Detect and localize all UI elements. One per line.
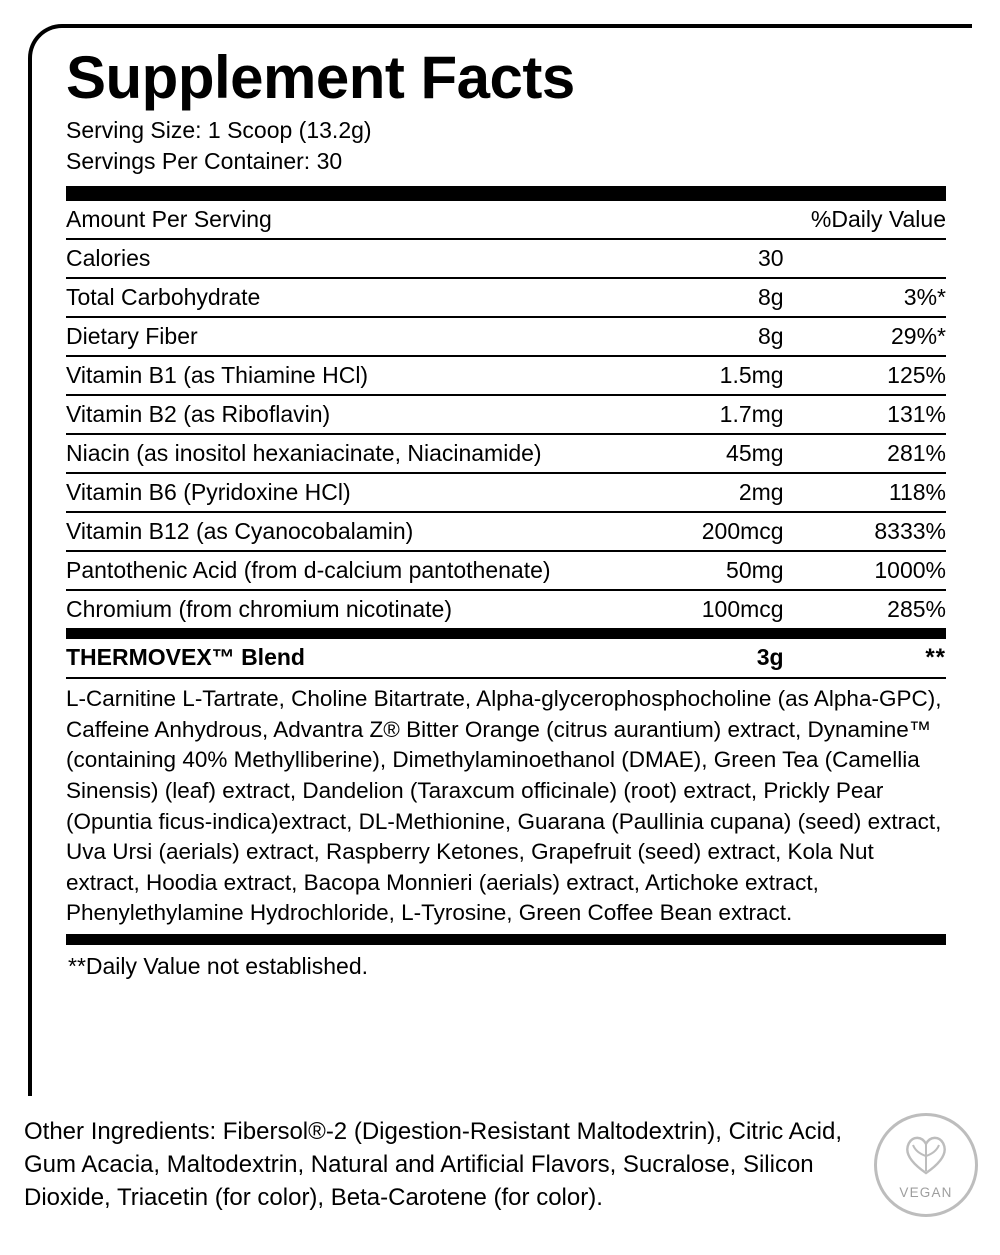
nutrient-dv: 125%: [788, 356, 946, 395]
nutrient-name: Vitamin B6 (Pyridoxine HCl): [66, 473, 612, 512]
nutrient-dv: 8333%: [788, 512, 946, 551]
nutrient-name: Total Carbohydrate: [66, 278, 612, 317]
nutrient-dv: 281%: [788, 434, 946, 473]
table-row: [66, 356, 946, 395]
nutrient-dv: 1000%: [788, 551, 946, 590]
nutrient-dv: 131%: [788, 395, 946, 434]
table-row: [66, 512, 946, 551]
vegan-badge: [874, 1113, 978, 1217]
nutrient-amount: 8g: [612, 278, 788, 317]
nutrient-dv: 118%: [788, 473, 946, 512]
nutrient-name: Pantothenic Acid (from d-calcium pantothenate): [66, 551, 612, 590]
nutrient-dv: 285%: [887, 596, 946, 623]
blend-amount: 3g: [612, 639, 788, 678]
blend-header-row: [66, 639, 946, 678]
table-row: [66, 434, 946, 473]
nutrient-name: Calories: [66, 239, 612, 278]
blend-dv: **: [788, 639, 946, 678]
serving-size-text: Serving Size: 1 Scoop (13.2g): [66, 117, 372, 143]
nutrient-name: Vitamin B12 (as Cyanocobalamin): [66, 512, 612, 551]
daily-value-footnote: **Daily Value not established.: [68, 952, 369, 979]
table-row: [66, 395, 946, 434]
nutrient-amount: 200mcg: [612, 512, 788, 551]
facts-panel-content: [66, 46, 946, 980]
facts-panel: [28, 24, 972, 1096]
table-row: [66, 551, 946, 590]
blend-body-row: [66, 678, 946, 934]
divider-blend-bottom: [66, 934, 946, 945]
blend-table: [66, 639, 946, 934]
servings-per-container-text: Servings Per Container: 30: [66, 147, 343, 174]
nutrient-name: Chromium (from chromium nicotinate): [66, 596, 452, 623]
table-header-row: [66, 201, 946, 239]
nutrient-amount: 30: [612, 239, 788, 278]
nutrient-amount: 100mcg: [701, 596, 784, 623]
divider-blend-top: [66, 628, 946, 639]
nutrient-name: Vitamin B1 (as Thiamine HCl): [66, 356, 612, 395]
nutrient-amount: 8g: [612, 317, 788, 356]
divider-thick-top: [66, 186, 946, 201]
daily-value-header: %Daily Value: [788, 201, 946, 239]
nutrient-amount: 2mg: [612, 473, 788, 512]
nutrient-name: Niacin (as inositol hexaniacinate, Niacinamide): [66, 434, 612, 473]
nutrient-amount: 1.7mg: [612, 395, 788, 434]
nutrient-name: Dietary Fiber: [66, 317, 612, 356]
nutrient-dv: [788, 239, 946, 278]
amount-column-spacer: [612, 201, 788, 239]
table-row: [66, 317, 946, 356]
nutrient-dv: 3%*: [788, 278, 946, 317]
blend-name: THERMOVEX™ Blend: [66, 639, 612, 678]
nutrient-dv: 29%*: [788, 317, 946, 356]
table-row: [66, 473, 946, 512]
table-row: [66, 590, 946, 628]
other-ingredients-text: Other Ingredients: Fibersol®-2 (Digestion-Resistant Maltodextrin), Citric Acid, Gum Acacia, Maltodextrin, Natural and Artificial Flavors, Sucralose, Silicon Dioxide, Triacetin (for color), Beta-Carotene (for color).: [24, 1118, 842, 1212]
nutrient-amount: 1.5mg: [612, 356, 788, 395]
nutrient-amount: 45mg: [612, 434, 788, 473]
page-title: Supplement Facts: [66, 44, 575, 111]
table-row: [66, 239, 946, 278]
nutrient-amount: 50mg: [612, 551, 788, 590]
blend-ingredient-list: L-Carnitine L-Tartrate, Choline Bitartrate, Alpha-glycerophosphocholine (as Alpha-GPC), Caffeine Anhydrous, Advantra Z® Bitter Orange (citrus aurantium) extract, Dynamine™ (containing 40% Methylliberine), Dimethylaminoethanol (DMAE), Green Tea (Camellia Sinensis) (leaf) extract, Dandelion (Taraxcum officinale) (root) extract, Prickly Pear (Opuntia ficus-indica)extract, DL-Methionine, Guarana (Paullinia cupana) (seed) extract, Uva Ursi (aerials) extract, Raspberry Ketones, Grapefruit (seed) extract, Kola Nut extract, Hoodia extract, Bacopa Monnieri (aerials) extract, Artichoke extract, Phenylethylamine Hydrochloride, L-Tyrosine, Green Coffee Bean extract.: [66, 686, 942, 926]
table-row: [66, 278, 946, 317]
amount-per-serving-header: Amount Per Serving: [66, 201, 612, 239]
nutrient-name: Vitamin B2 (as Riboflavin): [66, 395, 612, 434]
leaf-heart-icon: [874, 1130, 978, 1181]
vegan-badge-label: VEGAN: [899, 1185, 953, 1200]
nutrition-table: [66, 201, 946, 628]
